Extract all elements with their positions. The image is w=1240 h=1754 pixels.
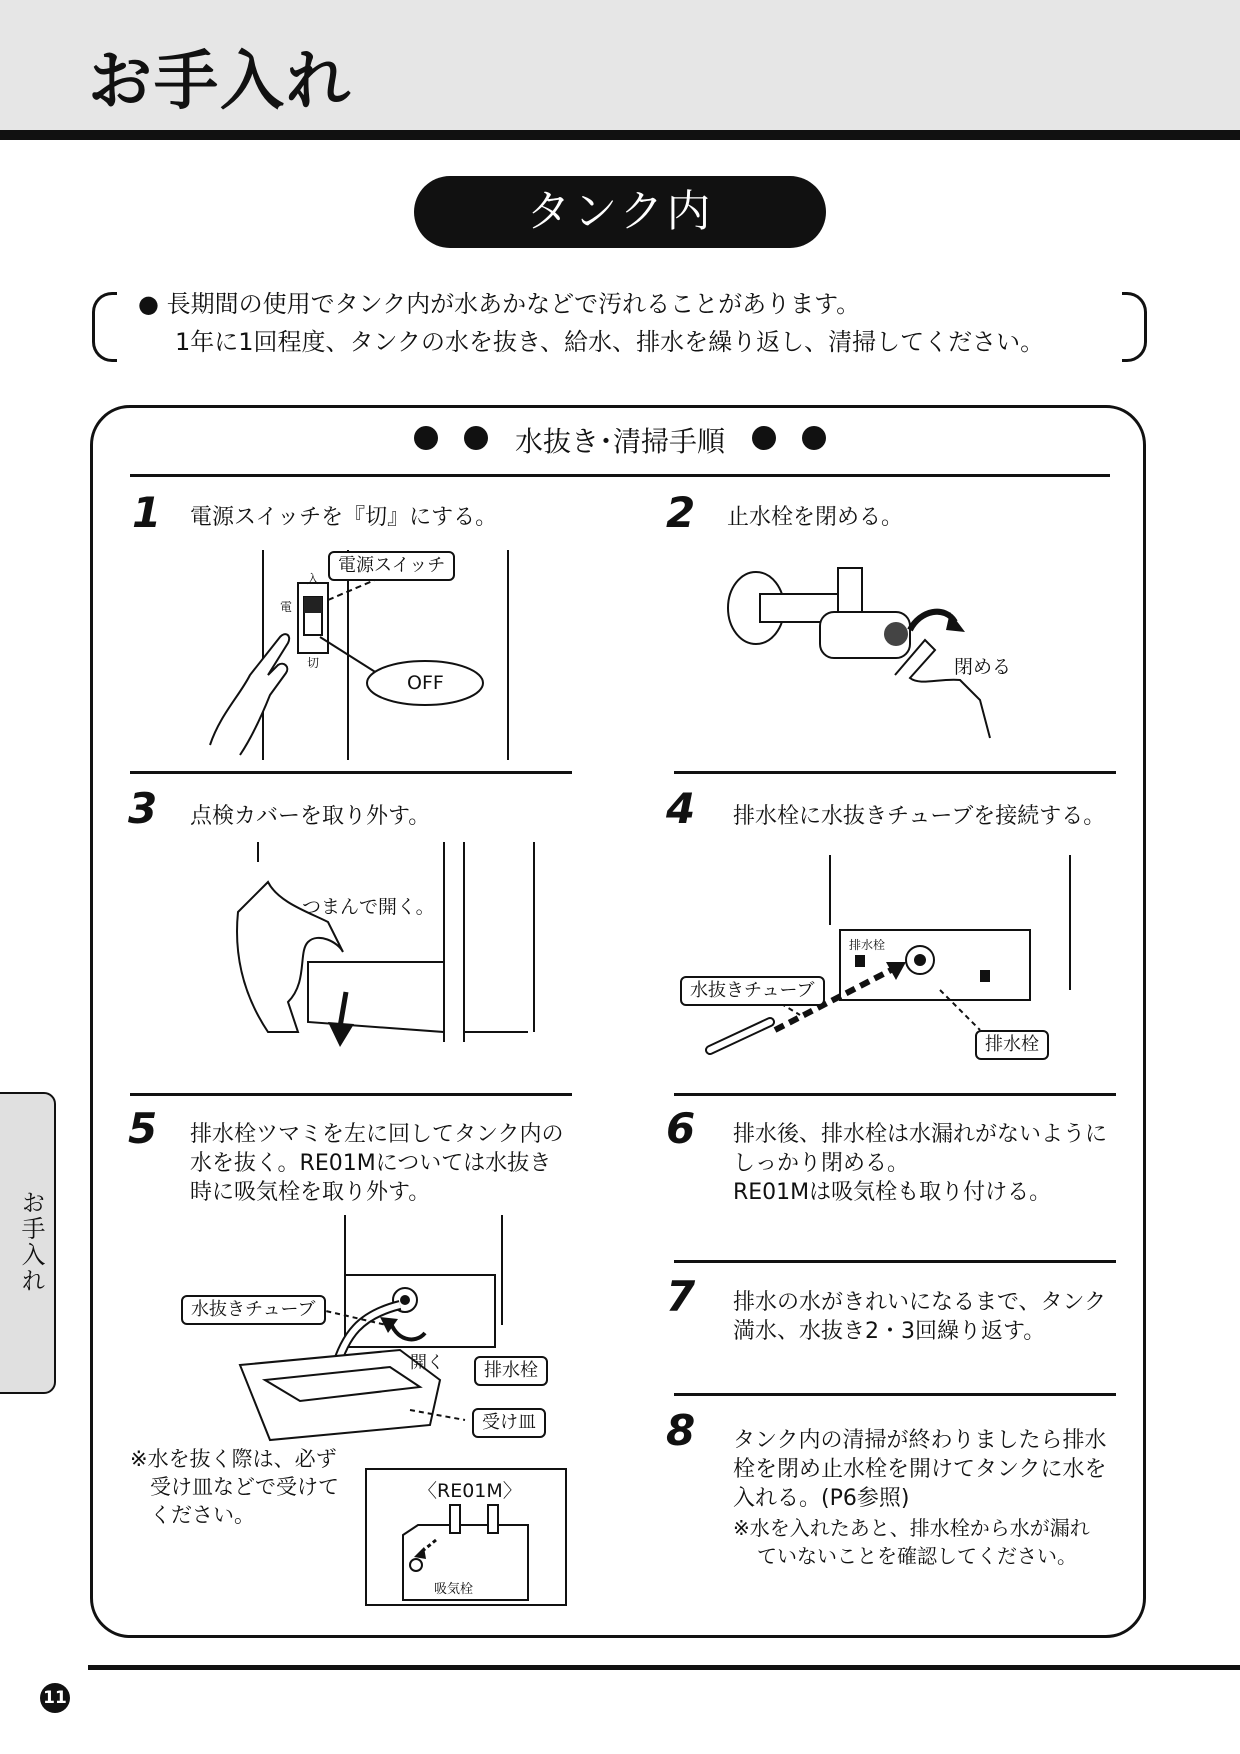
step-text: 点検カバーを取り外す。 — [190, 804, 431, 829]
open-label: 開く — [410, 1353, 444, 1373]
step-number: 8 — [666, 1406, 696, 1455]
title-bullet — [752, 426, 776, 450]
step-rule — [674, 771, 1116, 774]
page-number: 11 — [40, 1683, 70, 1713]
close-label: 閉める — [954, 656, 1012, 678]
drain-tube-label: 水抜きチューブ — [680, 976, 825, 1006]
tray-note-line: 受け皿などで受けて — [150, 1475, 339, 1499]
step-text-line: RE01Mは吸気栓も取り付ける。 — [733, 1180, 1052, 1205]
step-text-line: 排水の水がきれいになるまで、タンク — [733, 1290, 1107, 1315]
step-rule — [130, 1093, 572, 1096]
page-title: お手入れ — [88, 45, 352, 119]
side-tab-label: お手入れ — [17, 1190, 45, 1294]
step-number: 2 — [666, 488, 696, 537]
step-text-line: タンク内の清掃が終わりましたら排水 — [733, 1428, 1107, 1453]
step-text-line: しっかり閉める。 — [733, 1151, 910, 1176]
step-text-line: 満水、水抜き2・3回繰り返す。 — [733, 1319, 1046, 1344]
intro-bracket-right — [1122, 292, 1147, 362]
title-bullet — [802, 426, 826, 450]
step-rule — [674, 1093, 1116, 1096]
drain-tube-label: 水抜きチューブ — [181, 1295, 326, 1325]
step-text: 電源スイッチを『切』にする。 — [190, 505, 498, 530]
step-number: 3 — [128, 784, 158, 833]
step-text-line: 時に吸気栓を取り外す。 — [190, 1180, 431, 1205]
switch-mark: 電 — [280, 600, 293, 614]
drain-plug-small: 排水栓 — [849, 938, 886, 952]
step-note-line: ていないことを確認してください。 — [757, 1544, 1077, 1568]
power-switch-label: 電源スイッチ — [328, 551, 455, 581]
drain-plug-label: 排水栓 — [975, 1030, 1049, 1060]
title-rule — [130, 474, 1110, 477]
model-box-label: 〈RE01M〉 — [418, 1480, 522, 1502]
step-text: 排水栓に水抜きチューブを接続する。 — [733, 804, 1106, 829]
header-rule — [0, 130, 1240, 140]
tray-note-line: ※水を抜く際は、必ず — [130, 1447, 337, 1471]
step-note-line: ※水を入れたあと、排水栓から水が漏れ — [733, 1516, 1090, 1540]
intro-bracket-left — [92, 292, 117, 362]
off-label: OFF — [407, 672, 444, 694]
step-rule — [130, 771, 572, 774]
footer-rule — [88, 1665, 1240, 1670]
on-mark: 入 — [307, 572, 320, 586]
tray-label: 受け皿 — [472, 1408, 546, 1438]
step-text: 止水栓を閉める。 — [727, 505, 904, 530]
intro-line-1: ● 長期間の使用でタンク内が水あかなどで汚れることがあります。 — [138, 290, 861, 318]
step-number: 1 — [132, 488, 162, 537]
drain-plug-label: 排水栓 — [474, 1356, 548, 1386]
intro-line-2: 1年に1回程度、タンクの水を抜き、給水、排水を繰り返し、清掃してください。 — [175, 328, 1045, 356]
step-number: 5 — [128, 1104, 158, 1153]
step-text-line: 排水後、排水栓は水漏れがないように — [733, 1122, 1108, 1147]
off-mark: 切 — [307, 656, 320, 670]
step-text-line: 入れる。(P6参照) — [733, 1486, 910, 1511]
drain-tube-connect-illustration — [680, 850, 1080, 1060]
air-plug-label: 吸気栓 — [434, 1582, 474, 1597]
step-number: 7 — [666, 1272, 696, 1321]
step-rule — [674, 1393, 1116, 1396]
section-title: タンク内 — [414, 176, 826, 248]
tray-note-line: ください。 — [150, 1503, 255, 1527]
step-rule — [674, 1260, 1116, 1263]
step-text-line: 栓を閉め止水栓を開けてタンクに水を — [733, 1457, 1107, 1482]
step-text-line: 排水栓ツマミを左に回してタンク内の — [190, 1122, 564, 1147]
step-number: 4 — [666, 784, 696, 833]
step-text-line: 水を抜く。RE01Mについては水抜き — [190, 1151, 552, 1176]
step-number: 6 — [666, 1104, 696, 1153]
inspection-cover-illustration — [228, 842, 548, 1057]
pinch-open-label: つまんで開く。 — [302, 896, 435, 918]
procedure-title: 水抜き･清掃手順 — [514, 425, 725, 458]
